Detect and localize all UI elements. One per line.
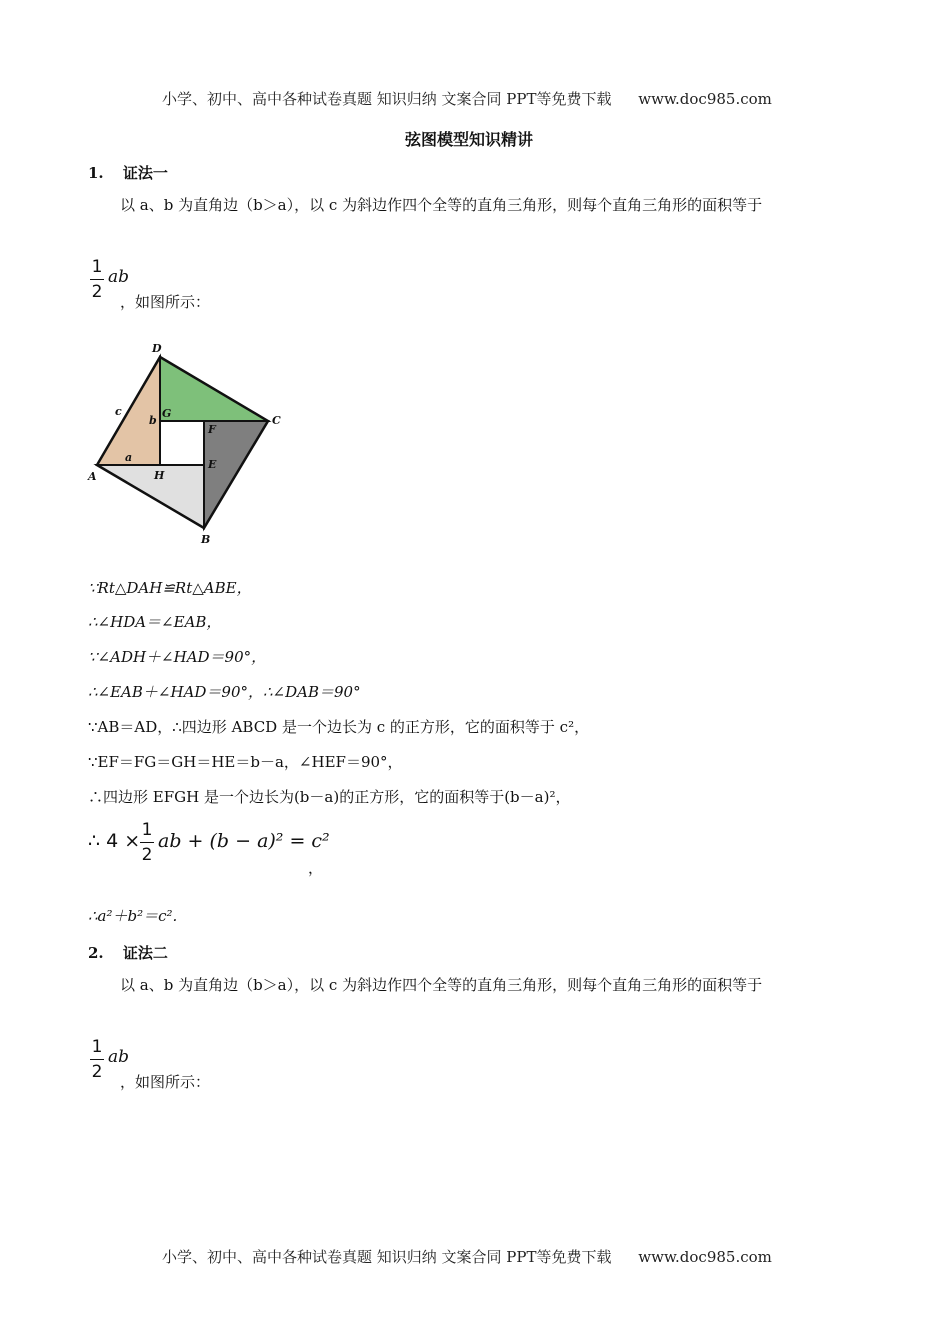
fraction-denominator: 2: [91, 282, 103, 302]
proof-final: ∴a²＋b²＝c².: [88, 907, 178, 925]
eq-fraction-bar: [140, 842, 154, 843]
section2-number: 2.: [88, 944, 104, 962]
section1-intro: 以 a、b 为直角边（b＞a），以 c 为斜边作四个全等的直角三角形，则每个直角三角形的面积等于: [120, 196, 763, 214]
proof-line-2: ∴∠HDA＝∠EAB，: [88, 613, 222, 631]
proof-line-5: ∵AB＝AD，∴四边形 ABCD 是一个边长为 c 的正方形，它的面积等于 c²，: [88, 718, 590, 736]
label-a: a: [125, 451, 133, 464]
equation-comma: ，: [308, 859, 324, 877]
s2-fraction-variable: ab: [108, 1047, 130, 1067]
footer-url[interactable]: www.doc985.com: [638, 1248, 772, 1266]
label-E: E: [208, 458, 217, 471]
section2-fraction: [90, 1037, 130, 1082]
label-H: H: [154, 469, 165, 482]
page-header: [162, 88, 772, 109]
fraction-numerator: 1: [91, 257, 103, 277]
section2-intro: 以 a、b 为直角边（b＞a），以 c 为斜边作四个全等的直角三角形，则每个直角三角形的面积等于: [120, 976, 763, 994]
equation: [88, 830, 140, 852]
footer-text: 小学、初中、高中各种试卷真题 知识归纳 文案合同 PPT等免费下载: [162, 1248, 612, 1266]
s2-fraction-numerator: 1: [91, 1037, 103, 1057]
eq-fraction-denominator: 2: [141, 845, 153, 865]
section1-after-fraction: ，如图所示：: [120, 293, 211, 311]
label-b: b: [149, 414, 157, 427]
label-G: G: [162, 407, 172, 420]
proof-line-4: ∴∠EAB＋∠HAD＝90°，∴∠DAB＝90°: [88, 683, 361, 701]
label-F: F: [208, 423, 216, 436]
page-title: 弦图模型知识精讲: [405, 130, 534, 149]
header-url[interactable]: www.doc985.com: [638, 90, 772, 108]
section1-fraction: [90, 257, 130, 302]
section2-heading: [88, 942, 168, 963]
s2-fraction-denominator: 2: [91, 1062, 103, 1082]
inner-square: [160, 421, 204, 465]
fraction-variable: ab: [108, 267, 130, 287]
proof-line-6: ∵EF＝FG＝GH＝HE＝b－a，∠HEF＝90°，: [88, 753, 403, 771]
fraction-bar: [90, 279, 104, 280]
section1-title: 证法一: [122, 164, 168, 182]
label-A: A: [88, 470, 97, 483]
page-footer: [162, 1246, 772, 1267]
section2-title: 证法二: [122, 944, 168, 962]
proof-line-7: ∴四边形 EFGH 是一个边长为(b－a)的正方形，它的面积等于(b－a)²，: [88, 788, 571, 806]
proof-line-3: ∵∠ADH＋∠HAD＝90°，: [88, 648, 267, 666]
label-B: B: [201, 533, 211, 546]
equation-rest: ab + (b − a)² = c²: [158, 830, 330, 852]
section2-after-fraction: ，如图所示：: [120, 1073, 211, 1091]
equation-therefore: ∴ 4 ×: [88, 830, 141, 852]
proof-line-1: ∵Rt△DAH≌Rt△ABE，: [88, 579, 252, 597]
label-C: C: [272, 414, 281, 427]
label-c: c: [115, 405, 122, 418]
section1-number: 1.: [88, 164, 104, 182]
chord-diagram: [82, 335, 292, 547]
eq-fraction-numerator: 1: [141, 820, 153, 840]
section1-heading: [88, 162, 168, 183]
label-D: D: [152, 342, 162, 355]
equation-fraction: [140, 820, 154, 865]
header-text: 小学、初中、高中各种试卷真题 知识归纳 文案合同 PPT等免费下载: [162, 90, 612, 108]
s2-fraction-bar: [90, 1059, 104, 1060]
